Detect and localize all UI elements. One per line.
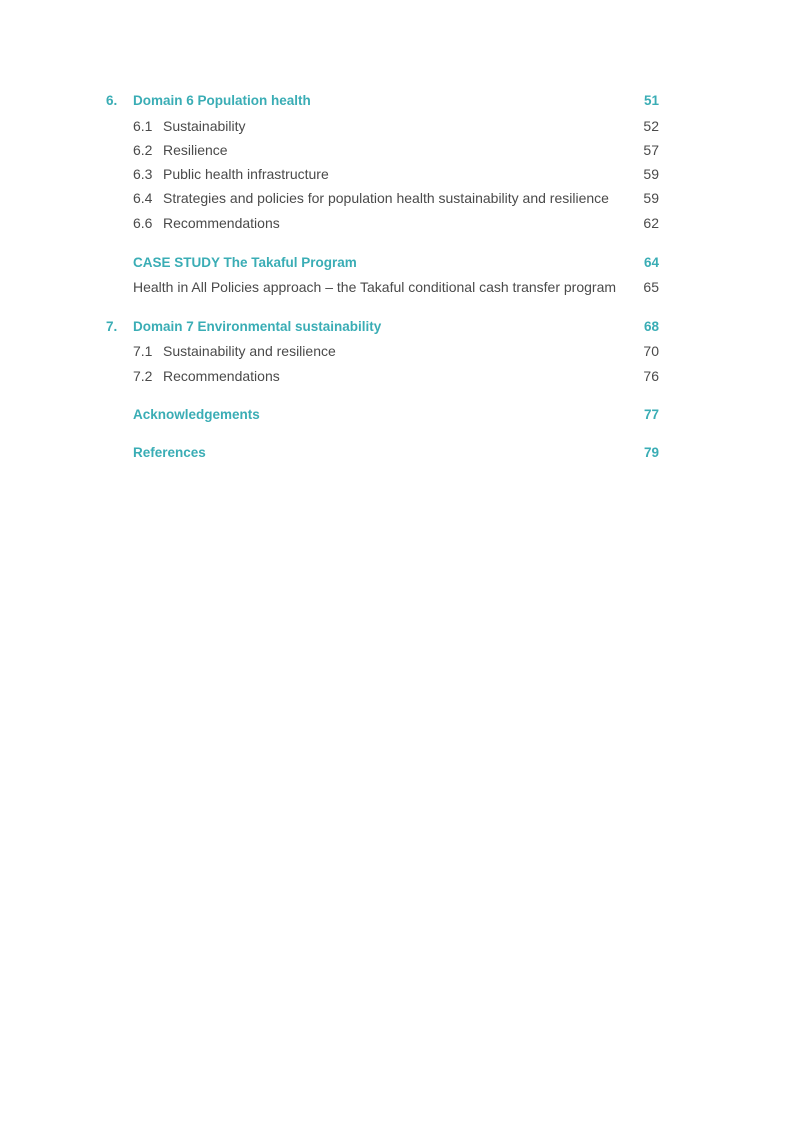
item-number: 6.2 bbox=[133, 142, 153, 158]
item-title: Recommendations bbox=[163, 368, 280, 384]
item-title: Sustainability and resilience bbox=[163, 343, 336, 359]
toc-item-6-6[interactable] bbox=[0, 213, 800, 233]
toc-item-6-1[interactable] bbox=[0, 116, 800, 136]
section-title: References bbox=[133, 445, 206, 460]
section-page: 68 bbox=[643, 319, 659, 334]
item-title: Strategies and policies for population health sustainability and resilience bbox=[163, 190, 609, 206]
item-page: 57 bbox=[643, 142, 659, 158]
section-page: 51 bbox=[643, 93, 659, 108]
toc-item-6-4[interactable] bbox=[0, 188, 800, 208]
section-page: 64 bbox=[643, 255, 659, 270]
item-page: 52 bbox=[643, 118, 659, 134]
item-number: 6.6 bbox=[133, 215, 153, 231]
item-number: 6.1 bbox=[133, 118, 153, 134]
toc-item-7-2[interactable] bbox=[0, 366, 800, 386]
toc-item-case-study-detail[interactable] bbox=[0, 277, 800, 297]
item-title: Public health infrastructure bbox=[163, 166, 329, 182]
item-number: 6.4 bbox=[133, 190, 153, 206]
toc-section-7[interactable] bbox=[0, 317, 800, 337]
item-title: Recommendations bbox=[163, 215, 280, 231]
item-title: Health in All Policies approach – the Takaful conditional cash transfer program bbox=[133, 279, 617, 295]
section-title: Domain 7 Environmental sustainability bbox=[133, 319, 382, 334]
toc-item-7-1[interactable] bbox=[0, 341, 800, 361]
item-page: 70 bbox=[643, 343, 659, 359]
item-page: 59 bbox=[643, 166, 659, 182]
item-number: 6.3 bbox=[133, 166, 153, 182]
item-title: Resilience bbox=[163, 142, 228, 158]
section-title: CASE STUDY The Takaful Program bbox=[133, 255, 357, 270]
item-page: 65 bbox=[643, 279, 659, 295]
item-number: 7.2 bbox=[133, 368, 153, 384]
toc-item-6-2[interactable] bbox=[0, 140, 800, 160]
section-title: Acknowledgements bbox=[133, 407, 260, 422]
item-page: 62 bbox=[643, 215, 659, 231]
section-title: Domain 6 Population health bbox=[133, 93, 311, 108]
item-title: Sustainability bbox=[163, 118, 246, 134]
item-number: 7.1 bbox=[133, 343, 153, 359]
toc-item-6-3[interactable] bbox=[0, 164, 800, 184]
section-page: 77 bbox=[643, 407, 659, 422]
item-page: 59 bbox=[643, 190, 659, 206]
item-page: 76 bbox=[643, 368, 659, 384]
toc-references[interactable] bbox=[0, 443, 800, 463]
section-page: 79 bbox=[643, 445, 659, 460]
toc-acknowledgements[interactable] bbox=[0, 405, 800, 425]
toc-case-study[interactable] bbox=[0, 253, 800, 273]
section-number: 6. bbox=[106, 93, 118, 108]
toc-section-6[interactable] bbox=[0, 91, 800, 111]
section-number: 7. bbox=[106, 319, 118, 334]
